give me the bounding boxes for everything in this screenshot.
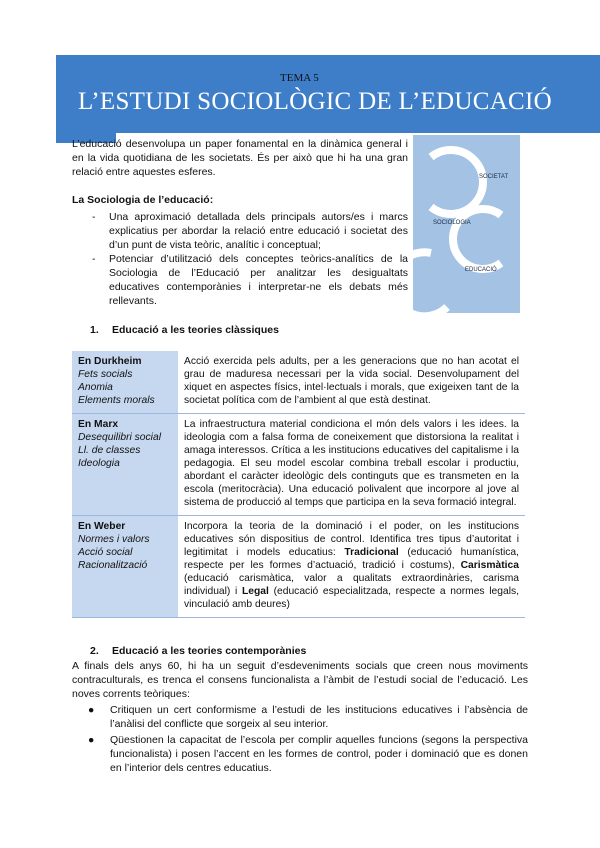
list-item: ● Qüestionen la capacitat de l’escola per complir aquelles funcions (segons la perspectiva funcionalista) i posen l’accent en les formes de control, poder i dominació que es donen en l’interior dels centres educatius.: [88, 734, 528, 774]
author-cell: En Durkheim Fets socials Anomia Elements morals: [72, 351, 178, 414]
list-item: ● Critiquen un cert conformisme a l’estudi de les institucions educatives i l’absència de l’anàlisi del conflicte que sorgeix al seu interior.: [88, 704, 528, 730]
cycle-diagram-svg: [413, 135, 520, 313]
dash-marker: -: [92, 253, 96, 265]
section-heading-contemporary: 2. Educació a les teories contemporànies: [90, 645, 307, 657]
label-societat: SOCIETAT: [479, 174, 509, 180]
cycle-arc-top: [431, 150, 483, 214]
page-title: L’ESTUDI SOCIOLÒGIC DE L’EDUCACIÓ: [78, 88, 553, 115]
sociology-item: - Una aproximació detallada dels principals autors/es i marcs explicatius per abordar la relació entre educació i societat des d’un punt de vista teòric, analític i conceptual;: [92, 211, 408, 251]
section-heading-classic: 1. Educació a les teories clàssiques: [90, 324, 279, 336]
table-row: [72, 351, 525, 414]
sociology-heading: La Sociologia de l’educació:: [72, 194, 214, 206]
table-row: [72, 516, 525, 618]
description-cell: Incorpora la teoria de la dominació i el poder, on les institucions educatives són dispositius de control. Identifica tres tipus d’autoritat i legitimitat i models educatius: Tradicional (educació humanística, respecte per les formes d’actuació, tradició i costums), Carismàtica (educació carismàtica, valor a qualitats extraordinàries, carisma individual) i Legal (educació especialitzada, respecte a normes legals, vinculació amb deures): [178, 516, 525, 618]
bullet-marker: ●: [88, 734, 95, 746]
table-row: [72, 414, 525, 516]
cycle-arc-bottom: [413, 252, 447, 313]
cycle-diagram: [413, 135, 520, 313]
description-cell: La infraestructura material condiciona el món dels valors i les idees. la ideologia com a falsa forma de coneixement que distorsiona la realitat i amaga interessos. Crítica a les institucions educatives del capitalisme i la pedagogia. El seu model escolar combina treball escolar i productiu, abordant el caràcter ideològic dels continguts que es transmeten en la escola (meritocràcia). Una educació polivalent que incorpore al jove al sistema de producció al temps que participa en la seva formació integral.: [178, 414, 525, 516]
description-cell: Acció exercida pels adults, per a les generacions que no han acotat el grau de maduresa necessari per la vida social. Desenvolupament del xiquet en aspectes físics, intel·lectuals i morals, que exigeixen tant de la societat política com de l’ambient al que està destinat.: [178, 351, 525, 414]
dash-marker: -: [92, 211, 96, 223]
cycle-arc-middle: [453, 209, 501, 269]
bullet-marker: ●: [88, 704, 95, 716]
label-educacio: EDUCACIÓ: [465, 267, 497, 273]
contemporary-paragraph: A finals dels anys 60, hi ha un seguit d’esdeveniments socials que creen nous moviments contraculturals, es trenca el consens funcionalista a l’àmbit de l’estudi social de l’educació. Les noves corrents teòriques:: [72, 660, 528, 700]
theories-table: [72, 351, 525, 618]
author-cell: En Marx Desequilibri social Ll. de classes Ideologia: [72, 414, 178, 516]
intro-paragraph: L’educació desenvolupa un paper fonamental en la dinàmica general i en la vida quotidiana de les societats. És per això que hi ha una gran relació entre aquestes esferes.: [72, 138, 408, 178]
sociology-item: - Potenciar d’utilització dels conceptes teòrics-analítics de la Sociologia de l’Educació per analitzar les desigualtats educatives contemporànies i interpretar-ne els debats més rellevants.: [92, 253, 408, 307]
label-sociologia: SOCIOLOGIA: [433, 220, 471, 226]
tema-label: TEMA 5: [280, 72, 319, 84]
author-cell: En Weber Normes i valors Acció social Racionalització: [72, 516, 178, 618]
